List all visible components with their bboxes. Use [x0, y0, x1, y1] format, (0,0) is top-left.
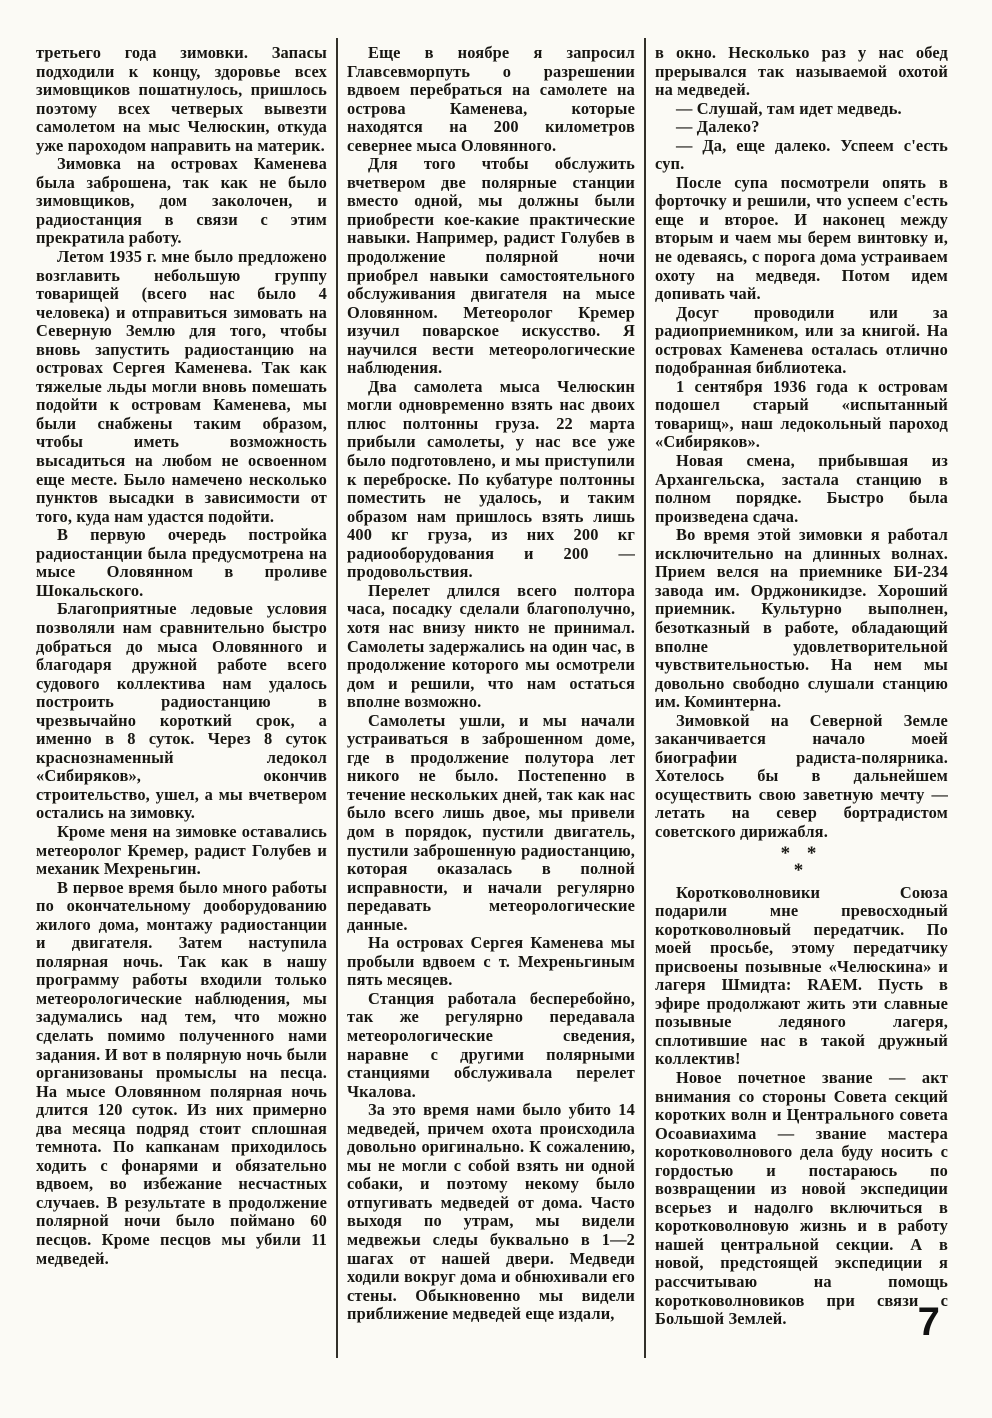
- paragraph: После супа посмотрели опять в форточку и решили, что успеем с'есть еще и второе. И наконец между вторым и чаем мы берем винтовку и, не одеваясь, с порога дома устраиваем охоту на медведя. Потом идем допивать чай.: [655, 172, 948, 304]
- paragraph: На островах Сергея Каменева мы пробыли вдвоем с т. Мехреньгиным пять месяцев.: [347, 933, 635, 990]
- dialogue-line: — Далеко?: [676, 117, 760, 137]
- paragraph: За это время нами было убито 14 медведей, причем охота происходила довольно оригинально. К сожалению, мы не могли с собой взять ни одной собаки, и поэтому некому было отпугивать медведей от дома. Часто выходя по утрам, мы видели медвежьи следы буквально в 1—2 шагах от нашей двери. Медведи ходили вокруг дома и обнюхивали его стены. Обыкновенно мы видели приближение медведей еще издали,: [347, 1100, 635, 1324]
- paragraph: Зимовка на островах Каменева была заброшена, так как не было зимовщиков, дом заколочен, и радиостанция в связи с этим прекратила работу.: [36, 154, 327, 248]
- paragraph: третьего года зимовки. Запасы подходили к концу, здоровье всех зимовщиков пошатнулось, пришлось поэтому всех четверых вывезти самолетом на мыс Челюскин, откуда уже пароходом направить на материк.: [36, 44, 327, 155]
- paragraph: Благоприятные ледовые условия позволяли нам сравнительно быстро добраться до мыса Оловянного и благодаря дружной работе всего судового коллектива нам удалось построить радиостанцию в чрезвычайно короткий срок, а именно в 8 суток. Через 8 суток краснознаменный ледокол «Сибиряков», окончив строительство, ушел, а мы вчетвером остались на зимовку.: [36, 599, 327, 823]
- paragraph: Кроме меня на зимовке оставались метеоролог Кремер, радист Голубев и механик Мехреньгин.: [36, 821, 327, 879]
- asterisk-section-divider: * * *: [780, 842, 823, 881]
- paragraph: Во время этой зимовки я работал исключительно на длинных волнах. Прием велся на приемнике БИ-234 завода им. Орджоникидзе. Хороший приемник. Культурно выполнен, безотказный в работе, обладающий вполне удовлетворительной чувствительностью. На нем мы довольно свободно слушали станцию им. Коминтерна.: [655, 525, 948, 712]
- page-number: 7: [917, 1300, 940, 1344]
- column-divider-rule: [336, 38, 338, 1358]
- paragraph: Летом 1935 г. мне было предложено возглавить небольшую группу товарищей (всего нас было 4 человека) и отправиться зимовать на Северную Землю для того, чтобы вновь запустить радиостанцию на островах Сергея Каменева. Так как тяжелые льды могли вновь помешать подойти к островам Каменева, мы были снабжены таким образом, чтобы иметь возможность высадиться на любом не освоенном еще месте. Было намечено несколько пунктов высадки в зависимости от того, куда нам удастся подойти.: [36, 247, 327, 526]
- paragraph: Перелет длился всего полтора часа, посадку сделали благополучно, хотя нас внизу никто не принимал. Самолеты задержались на один час, в продолжение которого мы осмотрели дом и решили, что нам остаться вполне возможно.: [347, 580, 635, 712]
- paragraph: В первую очередь постройка радиостанции была предусмотрена на мысе Оловянном в проливе Шокальского.: [36, 525, 327, 600]
- text-column-middle: [347, 44, 635, 1384]
- paragraph: Для того чтобы обслужить вчетвером две полярные станции вместо одной, мы должны были приобрести кое-какие практические навыки. Например, радист Голубев в продолжение полярной ночи приобрел навыки самостоятельного обслуживания двигателя на мысе Оловянном. Метеоролог Кремер изучил поварское искусство. Я научился вести метеорологические наблюдения.: [347, 154, 635, 378]
- paragraph: Два самолета мыса Челюскин могли одновременно взять нас двоих плюс полтонны груза. 22 марта прибыли самолеты, у нас все уже было подготовлено, и мы приступили к переброске. По кубатуре полтонны поместить не удалось, и таким образом нам пришлось взять лишь 400 кг груза, из них 200 кг радиооборудования и 200 — продовольствия.: [347, 376, 635, 582]
- column-divider-rule: [644, 38, 646, 1358]
- paragraph: Самолеты ушли, и мы начали устраиваться в заброшенном доме, где в продолжение полутора лет никого не было. Постепенно в течение нескольких дней, так как нас было всего лишь двое, мы привели дом в порядок, пустили двигатель, пустили заброшенную радиостанцию, которая оказалась в полной исправности, и начали регулярно передавать метеорологические данные.: [347, 710, 635, 934]
- paragraph: в окно. Несколько раз у нас обед прерывался так называемой охотой на медведей.: [655, 44, 948, 100]
- paragraph: Досуг проводили или за радиоприемником, или за книгой. На островах Каменева осталась отлично подобранная библиотека.: [655, 302, 948, 378]
- paragraph: Еще в ноябре я запросил Главсевморпуть о разрешении вдвоем перебраться на самолете на острова Каменева, которые находятся на 200 километров севернее мыса Оловянного.: [347, 44, 635, 155]
- paragraph: Новое почетное звание — акт внимания со стороны Совета секций коротких волн и Центрального совета Осоавиахима — звание мастера коротковолнового дела буду носить с гордостью и постараюсь по возвращении из новой экспедиции всерьез и надолго включиться в коротковолновую жизнь и в работу нашей центральной секции. А в новой, предстоящей экспедиции я рассчитываю на помощь коротковолновиков при связи с Большой Землей.: [655, 1067, 948, 1329]
- dialogue-line: — Слушай, там идет медведь.: [676, 98, 902, 118]
- dialogue-line: — Да, еще далеко. Успеем с'есть суп.: [655, 135, 948, 174]
- text-column-right: [655, 44, 948, 1384]
- paragraph: Зимовкой на Северной Земле заканчивается начало моей биографии радиста-полярника. Хотелось бы в дальнейшем осуществить свою заветную мечту — летать на север бортрадистом советского дирижабля.: [655, 710, 948, 841]
- paragraph: Станция работала бесперебойно, так же регулярно передавала метеорологические сведения, наравне с другими полярными станциями обслуживала перелет Чкалова.: [347, 988, 635, 1101]
- paragraph: В первое время было много работы по окончательному дооборудованию жилого дома, монтажу радиостанции и двигателя. Затем наступила полярная ночь. Так как в нашу программу работы входили только метеорологические наблюдения, мы задумались над тем, что можно сделать помимо полученного нами задания. И вот в полярную ночь были организованы промыслы на песца. На мысе Оловянном полярная ночь длится 120 суток. Из них примерно два месяца подряд стоит сплошная темнота. По капканам приходилось ходить с фонарями и обязательно вдвоем, во избежание несчастных случаев. В результате в продолжение полярной ночи было поймано 60 песцов. Кроме песцов мы убили 11 медведей.: [36, 877, 327, 1268]
- text-column-left: [36, 44, 327, 1384]
- paragraph: Новая смена, прибывшая из Архангельска, застала станцию в полном порядке. Быстро была произведена сдача.: [655, 451, 948, 526]
- paragraph: Коротковолновики Союза подарили мне превосходный коротковолновый передатчик. По моей просьбе, этому передатчику присвоены позывные «Челюскина» и лагеря Шмидта: RAEM. Пусть в эфире продолжают жить эти славные позывные ледяного лагеря, сплотившие нас в такой дружный коллектив!: [655, 882, 948, 1069]
- paragraph: 1 сентября 1936 года к островам подошел старый «испытанный товарищ», наш ледокольный пароход «Сибиряков».: [655, 376, 948, 452]
